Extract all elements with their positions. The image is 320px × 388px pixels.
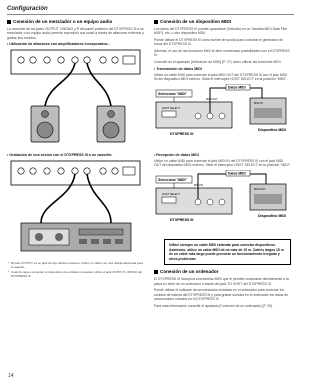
host-select-switch — [162, 197, 176, 203]
header-rule — [7, 14, 294, 15]
section-heading-midi: Conexión de un dispositivo MIDI — [154, 19, 291, 25]
jack — [30, 57, 36, 63]
page-title: Configuración — [7, 6, 48, 12]
subheading-receive: • Recepción de datos MIDI — [154, 152, 199, 157]
svg-text:HOST SELECT: HOST SELECT — [162, 193, 180, 197]
midi-intro-2: Puede utilizar el DTXPRESS III como fuente de sonido para controlar el generador de tonos del DTXPRESS III. — [154, 37, 283, 47]
port — [123, 56, 135, 64]
midi-receive-diagram — [154, 170, 291, 230]
svg-text:MIDI IN: MIDI IN — [194, 184, 203, 188]
svg-text:HOST SELECT: HOST SELECT — [162, 106, 180, 110]
jack — [58, 57, 64, 63]
subheading-speakers: • Utilización de altavoces con amplificadores incorporados... — [7, 42, 111, 47]
speakers-diagram — [7, 48, 144, 144]
jack — [18, 57, 24, 63]
svg-text:MIDI IN: MIDI IN — [254, 101, 263, 105]
dtxpress-label: DTXPRESS III — [170, 218, 194, 223]
figure-midi-transmit — [154, 84, 291, 149]
select-midi-label: Seleccione "MIDI" — [158, 178, 188, 183]
computer-text-2: Puede utilizar el software de secuenciador instalado en el ordenador para controlar los sonidos de batería del DTXPRESS III y para grabar sonidos en el ordenador los datos de secuenciador creados en el DTXPRESS III. — [154, 288, 289, 302]
midi-data-label: Datos MIDI — [228, 85, 246, 90]
midi-in-jack — [195, 199, 201, 205]
left-column — [7, 19, 144, 280]
section-heading-mixer: Conexión de un mezclador o un equipo audio — [7, 19, 144, 25]
select-midi-label: Seleccione "MIDI" — [158, 91, 188, 96]
output-l-jack — [72, 57, 78, 63]
midi-intro-1: Los datos del DTXPRESS III pueden guardarse (Volcado) en un Yamaha MIDI Data Filer MDF3, etc. u otro dispositivo MIDI. — [154, 26, 288, 36]
section-heading-computer: Conexión de un ordenador — [154, 269, 291, 275]
page-number: 14 — [8, 373, 14, 379]
figure-midi-receive — [154, 170, 291, 235]
midi-cable-warning: Utilice siempre un cable MIDI estándar para conectar dispositivos. Asimismo, utilice un cable MIDI de no más de 15 m. Cables largos 15 m de un cable más largo puede provocar un funcionamiento irregular y otros problemas. — [164, 239, 291, 265]
square-bullet-icon — [154, 20, 158, 24]
subheading-cassette: • Grabación de una sesión con el DTXPRESS III a un cassette. — [7, 153, 113, 158]
note-stereo-jack: * El jack OUTPUT es un jack de tipo teléfono estéreo. Utilice un cable con una clavija adecuada para el aparato. — [11, 262, 144, 270]
receive-text: Utilice un cable MIDI para conectar el jack MIDI IN del DTXPRESS III con el jack MIDI OUT del dispositivo MIDI externo. Sitúe el interruptor HOST SELECT en la posición "MIDI". — [154, 158, 291, 168]
dtxpress-label: DTXPRESS III — [170, 131, 194, 136]
host-select-switch — [162, 111, 176, 117]
cassette-diagram — [7, 159, 144, 253]
note-mono-input: * Cuando vaya a conectar un dispositivo de entrada monoaural, utilice el jack OUTPUT L/MONO del DTXPRESS III. — [11, 271, 144, 279]
svg-text:MIDI OUT: MIDI OUT — [254, 188, 266, 192]
svg-text:MIDI OUT: MIDI OUT — [206, 97, 218, 101]
midi-data-label: Datos MIDI — [228, 171, 246, 176]
midi-intro-4: Consulte en el apartado [Utilización de MIDI] (P. 27) cómo utilizar las funciones MIDI. — [154, 60, 282, 65]
jack — [44, 57, 50, 63]
transmit-text: Utilice un cable MIDI para conectar el jack MIDI OUT del DTXPRESS III con el jack MIDI IN del dispositivo MIDI externo. Sitúe el interruptor HOST SELECT en la posición "MIDI". — [154, 72, 288, 82]
figure-speakers — [7, 48, 144, 149]
midi-intro-3: Además, el uso de las funciones MIDI le abre numerosas posibilidades con el DTXPRESS III. — [154, 48, 290, 58]
output-r-jack — [84, 57, 90, 63]
jack — [112, 57, 118, 63]
subheading-transmit: • Transmisión de datos MIDI — [154, 66, 202, 71]
right-column — [154, 19, 291, 310]
midi-transmit-diagram — [154, 84, 291, 144]
mixer-intro: La conexión de los jacks OUTPUT L/MONO y R del panel posterior del DTXPRESS III a un mezclador o un equipo audio permite reproducir sus sonid a través de altavoces externos y grabar sus sonidos. — [7, 26, 144, 40]
device-label: Dispositivo MIDI — [258, 127, 286, 132]
jack — [100, 57, 106, 63]
figure-cassette — [7, 159, 144, 258]
square-bullet-icon — [7, 20, 11, 24]
square-bullet-icon — [154, 270, 158, 274]
device-label: Dispositivo MIDI — [258, 214, 286, 219]
midi-out-jack — [207, 113, 213, 119]
computer-text-1: El DTXPRESS III incorpora una interfaz MIDI que le permite conectarse directamente a la placa en serie de un ordenador a través del jack TO HOST del DTXPRESS III. — [154, 276, 289, 286]
computer-text-3: Para más información consulte el apartado [Conexión de un ordenador] (P. 29). — [154, 303, 274, 308]
